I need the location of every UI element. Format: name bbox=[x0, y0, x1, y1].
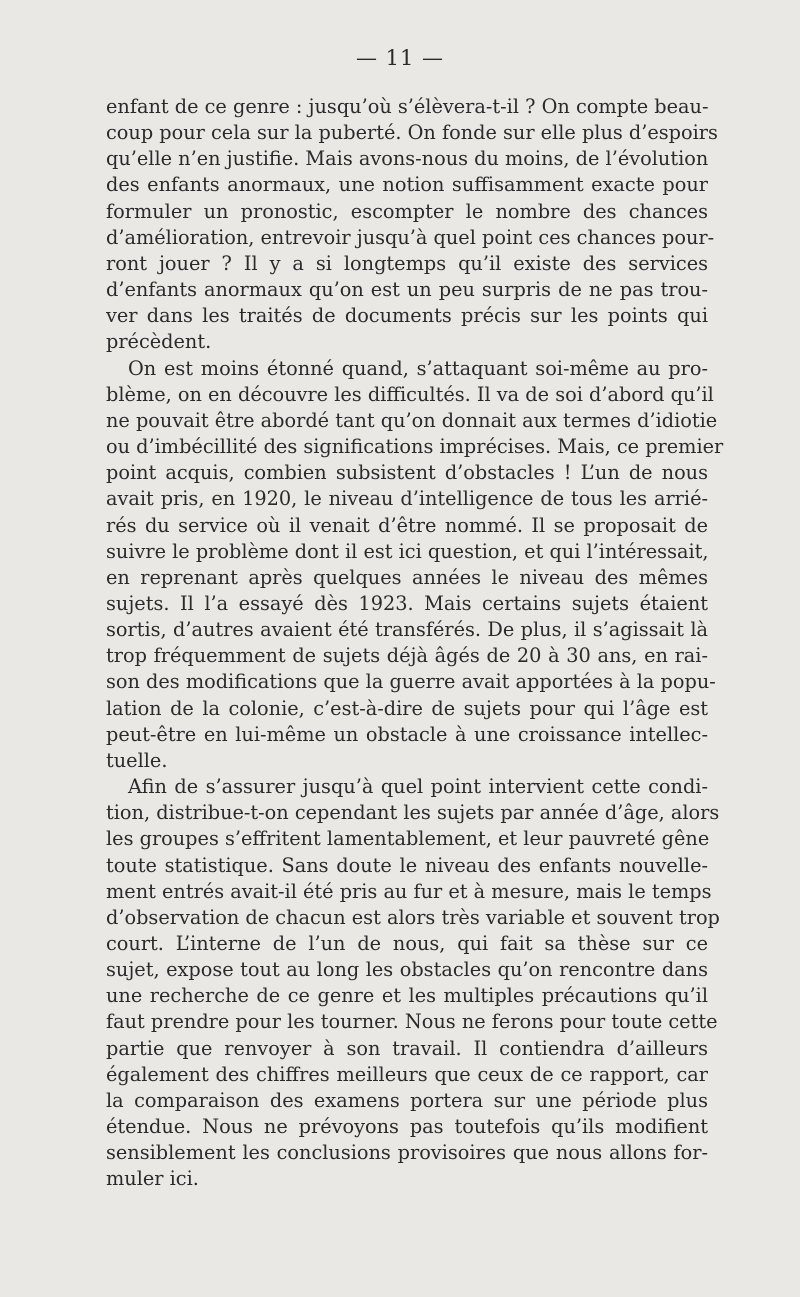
text-line: sujet, expose tout au long les obstacles qu’on rencontre dans bbox=[106, 958, 708, 982]
text-line: ver dans les traités de documents précis sur les points qui bbox=[106, 304, 708, 328]
text-line: précèdent. bbox=[106, 330, 212, 354]
text-line: partie que renvoyer à son travail. Il contiendra d’ailleurs bbox=[106, 1036, 708, 1060]
text-line: peut-être en lui-même un obstacle à une croissance intellec- bbox=[106, 722, 708, 746]
text-line: point acquis, combien subsistent d’obstacles ! L’un de nous bbox=[106, 461, 708, 485]
text-line: une recherche de ce genre et les multiples précautions qu’il bbox=[106, 984, 708, 1008]
paragraph-2 bbox=[106, 356, 724, 775]
text-line: ment entrés avait-il été pris au fur et à mesure, mais le temps bbox=[106, 879, 712, 903]
text-line: avait pris, en 1920, le niveau d’intelligence de tous les arrié- bbox=[106, 487, 708, 511]
text-line: sensiblement les conclusions provisoires que nous allons for- bbox=[106, 1141, 708, 1165]
text-line: tuelle. bbox=[106, 748, 168, 772]
text-line: ront jouer ? Il y a si longtemps qu’il existe des services bbox=[106, 251, 708, 275]
text-line: son des modifications que la guerre avait apportées à la popu- bbox=[106, 670, 716, 694]
text-line: blème, on en découvre les difficultés. Il va de soi d’abord qu’il bbox=[106, 382, 714, 406]
text-line: la comparaison des examens portera sur une période plus bbox=[106, 1088, 708, 1112]
text-line: Afin de s’assurer jusqu’à quel point intervient cette condi- bbox=[128, 775, 708, 799]
text-line: sujets. Il l’a essayé dès 1923. Mais certains sujets étaient bbox=[106, 591, 708, 615]
text-line: en reprenant après quelques années le niveau des mêmes bbox=[106, 565, 708, 589]
text-line: d’enfants anormaux qu’on est un peu surpris de ne pas trou- bbox=[106, 278, 708, 302]
text-line: trop fréquemment de sujets déjà âgés de 20 à 30 ans, en rai- bbox=[106, 644, 708, 668]
paragraph-1 bbox=[106, 94, 718, 356]
text-line: coup pour cela sur la puberté. On fonde sur elle plus d’espoirs bbox=[106, 121, 718, 145]
text-line: muler ici. bbox=[106, 1167, 199, 1191]
text-line: rés du service où il venait d’être nommé. Il se proposait de bbox=[106, 513, 708, 537]
text-line: faut prendre pour les tourner. Nous ne ferons pour toute cette bbox=[106, 1010, 718, 1034]
text-line: enfant de ce genre : jusqu’où s’élèvera-t-il ? On compte beau- bbox=[106, 95, 709, 118]
text-line: ne pouvait être abordé tant qu’on donnait aux termes d’idiotie bbox=[106, 408, 718, 432]
text-line: On est moins étonné quand, s’attaquant soi-même au pro- bbox=[128, 356, 708, 380]
text-line: également des chiffres meilleurs que ceux de ce rapport, car bbox=[106, 1062, 708, 1086]
text-line: sortis, d’autres avaient été transférés. De plus, il s’agissait là bbox=[106, 618, 708, 642]
text-line: lation de la colonie, c’est-à-dire de sujets pour qui l’âge est bbox=[106, 696, 708, 720]
text-line: des enfants anormaux, une notion suffisamment exacte pour bbox=[106, 173, 708, 197]
text-line: d’observation de chacun est alors très variable et souvent trop bbox=[106, 905, 720, 929]
text-line: étendue. Nous ne prévoyons pas toutefois qu’ils modifient bbox=[106, 1115, 708, 1139]
text-line: court. L’interne de l’un de nous, qui fait sa thèse sur ce bbox=[106, 932, 708, 955]
text-line: les groupes s’effritent lamentablement, et leur pauvreté gêne bbox=[106, 827, 710, 851]
text-line: ou d’imbécillité des significations imprécises. Mais, ce premier bbox=[106, 435, 724, 459]
text-line: suivre le problème dont il est ici question, et qui l’intéressait, bbox=[106, 539, 709, 563]
page-number: — 11 — bbox=[355, 46, 445, 70]
text-line: d’amélioration, entrevoir jusqu’à quel point ces chances pour- bbox=[106, 225, 715, 249]
body-text bbox=[106, 94, 724, 1193]
text-line: tion, distribue-t-on cependant les sujets par année d’âge, alors bbox=[106, 801, 720, 825]
paragraph-3 bbox=[106, 774, 720, 1193]
text-line: qu’elle n’en justifie. Mais avons-nous du moins, de l’évolution bbox=[106, 147, 709, 171]
text-line: toute statistique. Sans doute le niveau des enfants nouvelle- bbox=[106, 853, 708, 877]
text-line: formuler un pronostic, escompter le nombre des chances bbox=[106, 199, 708, 223]
